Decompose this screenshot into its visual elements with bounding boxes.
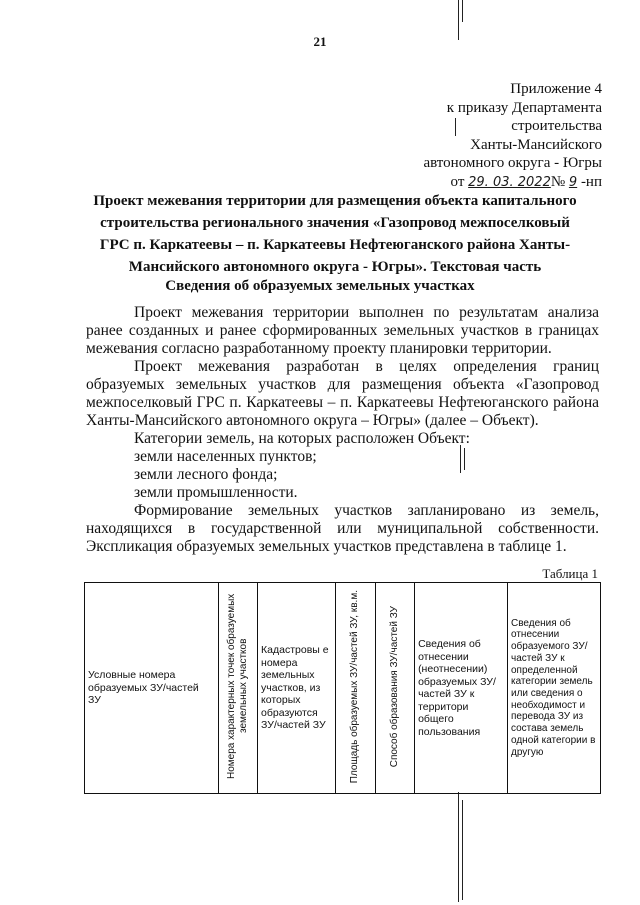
category-item: земли промышленности.: [134, 484, 298, 501]
date-prefix: от: [450, 173, 465, 190]
scan-mark: [460, 445, 461, 473]
scan-mark: [462, 800, 463, 900]
appendix-line: Ханты-Мансийского: [470, 136, 602, 153]
category-item: земли населенных пунктов;: [134, 448, 317, 465]
header-cell-method: [375, 583, 415, 794]
header-cell-land-category: Сведения об отнесении образуемого ЗУ/частей ЗУ к определенной категории земель или сведения о необходимост и перевода ЗУ из состава земель одной категории в другую: [508, 583, 601, 794]
category-item: земли лесного фонда;: [134, 466, 278, 483]
scan-mark: [462, 0, 463, 22]
number-sign: №: [550, 173, 566, 190]
header-cell-public-use: Сведения об отнесении (неотнесении) образуемых ЗУ/частей ЗУ к территори общего пользования: [415, 583, 508, 794]
header-text-method: Способ образования ЗУ/частей ЗУ: [388, 605, 400, 767]
paragraph-analysis: Проект межевания территории выполнен по результатам анализа ранее созданных и ранее сформированных земельных участков в границах межевания согласно разработанному проекту планировки территории.: [86, 304, 599, 357]
handwritten-date: 29. 03. 2022: [468, 174, 551, 190]
scan-mark: [458, 0, 459, 40]
appendix-line: к приказу Департамента: [446, 99, 602, 116]
appendix-line: Приложение 4: [510, 81, 602, 97]
header-cell-area: [336, 583, 376, 794]
scan-mark: [464, 448, 465, 470]
scan-mark: [458, 792, 459, 902]
appendix-line: строительства: [511, 118, 602, 134]
number-suffix: -нп: [580, 173, 602, 190]
table-header-row: [85, 583, 601, 794]
header-cell-points: [218, 583, 258, 794]
table-caption: Таблица 1: [542, 566, 598, 581]
handwritten-number: 9: [568, 174, 578, 190]
header-text-points: Номера характерных точек образуемых земельных участков: [225, 593, 249, 779]
paragraph-purpose: Проект межевания разработан в целях определения границ образуемых земельных участков для размещения объекта «Газопровод межпоселковый ГРС п. Каркатеевы – п. Каркатеевы Нефтеюганского района Ханты-Мансийского автономного округа – Югры» (далее – Объект).: [86, 358, 599, 429]
document-title: Проект межевания территории для размещения объекта капитального строительства регионального значения «Газопровод межпоселковый ГРС п. Каркатеевы – п. Каркатеевы Нефтеюганского района Ханты-Мансийского автономного округа - Югры». Текстовая часть: [93, 193, 577, 275]
header-text-area: Площадь образуемых ЗУ/частей ЗУ, кв.м.: [349, 589, 361, 783]
paragraph-formation: Формирование земельных участков запланировано из земель, находящихся в государственной или муниципальной собственности. Экспликация образуемых земельных участков представлена в таблице 1.: [86, 502, 599, 555]
appendix-line: автономного округа - Югры: [423, 155, 602, 171]
header-cell-plot-numbers: Условные номера образуемых ЗУ/частей ЗУ: [85, 583, 219, 794]
categories-intro: Категории земель, на которых расположен Объект:: [134, 430, 470, 447]
section-heading: Сведения об образуемых земельных участках: [165, 278, 475, 294]
appendix-block: [342, 80, 602, 192]
page-number: 21: [313, 34, 327, 49]
header-cell-cadastral: Кадастровы е номера земельных участков, из которых образуются ЗУ/частей ЗУ: [258, 583, 336, 794]
land-plots-table: [84, 582, 601, 794]
